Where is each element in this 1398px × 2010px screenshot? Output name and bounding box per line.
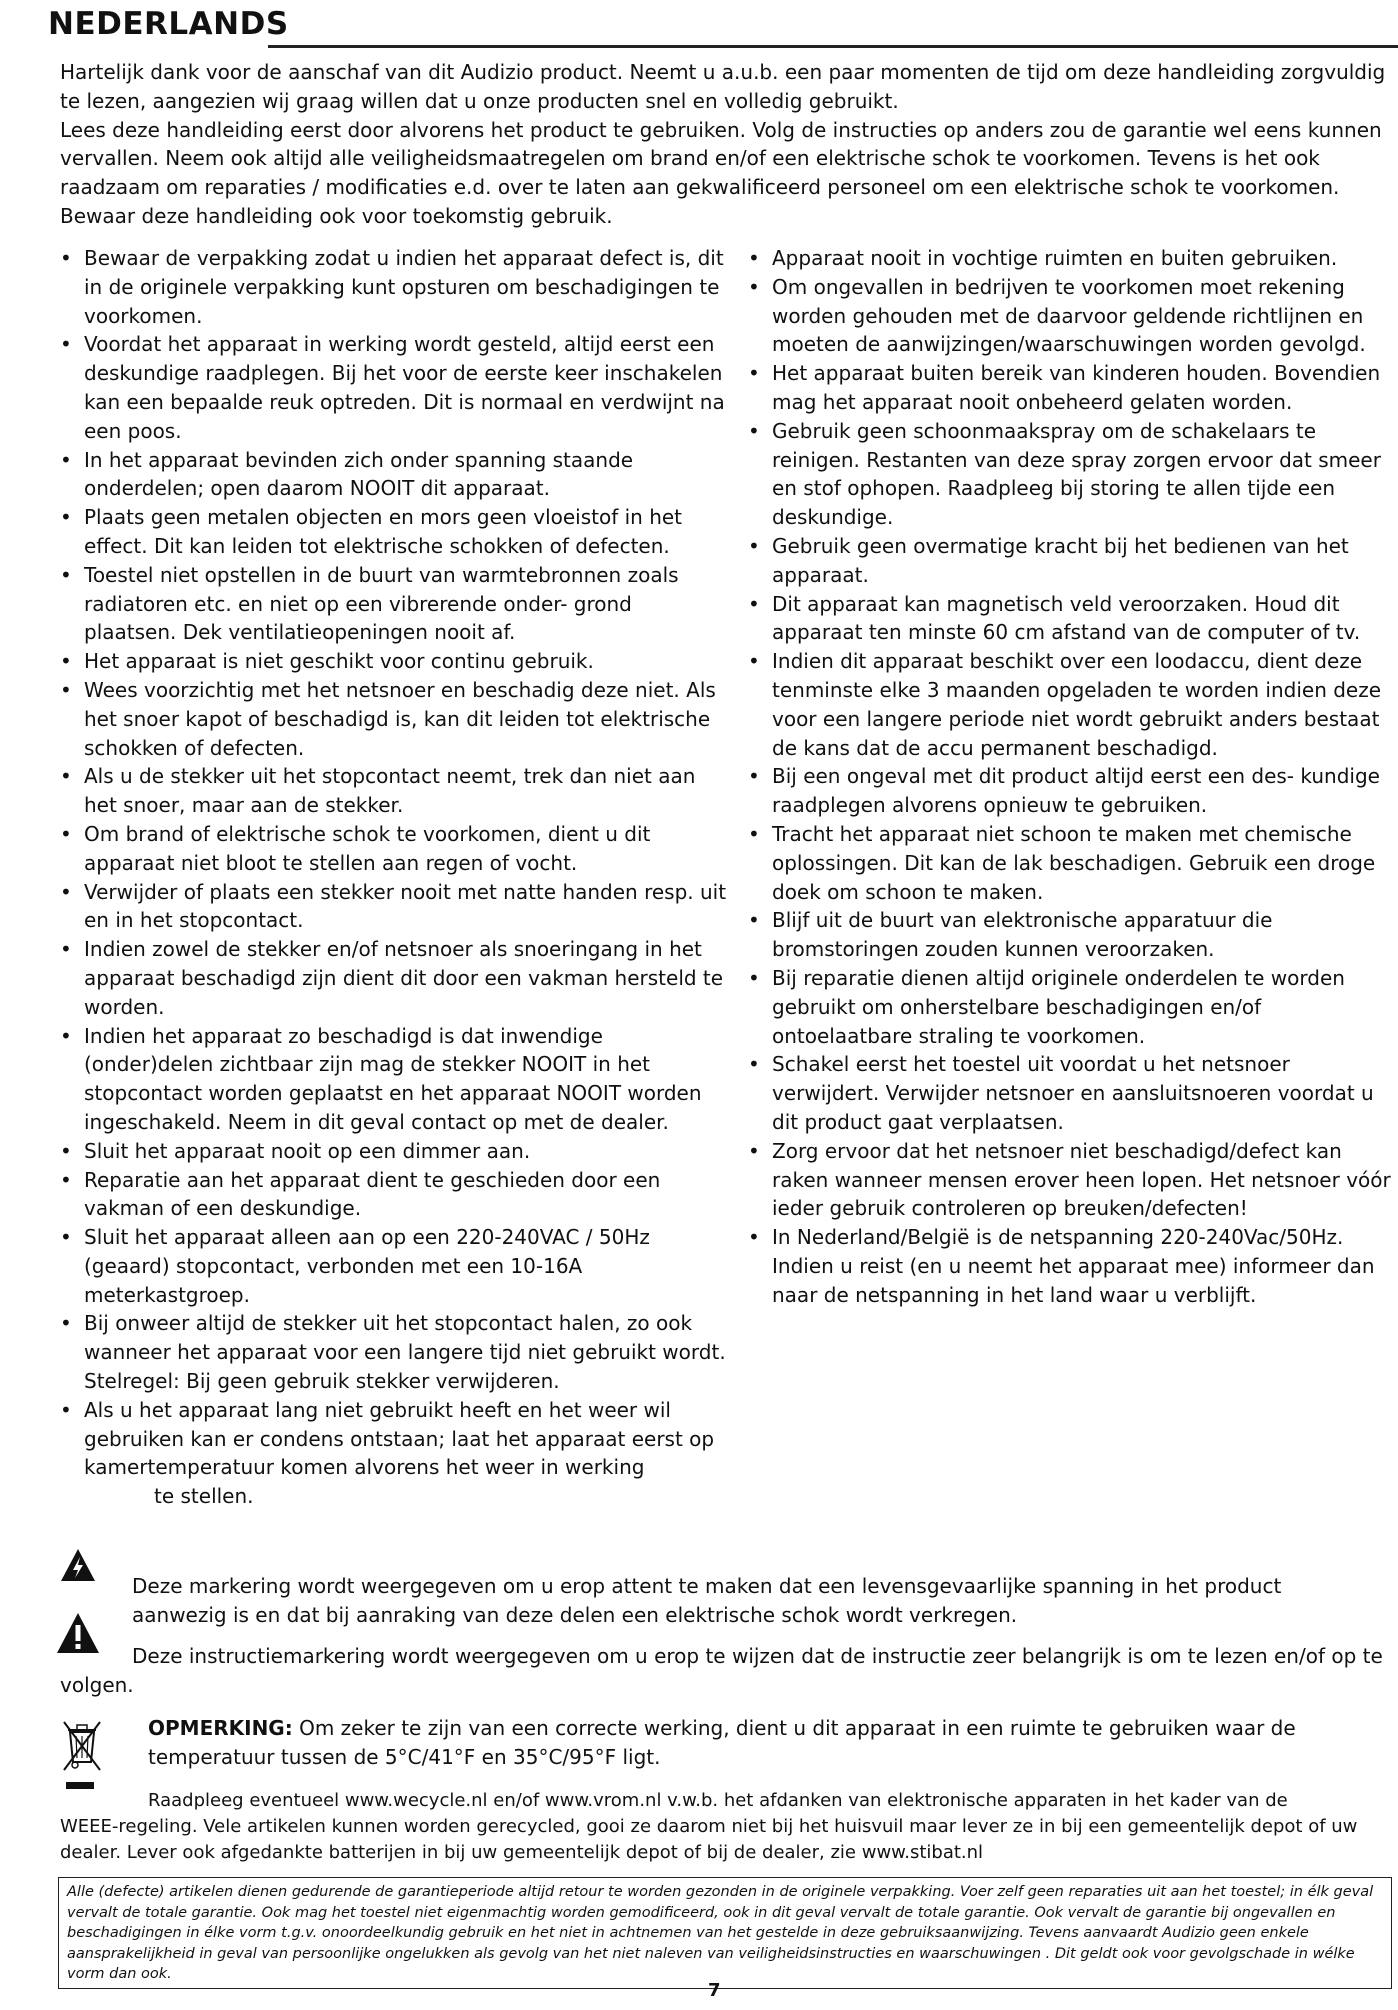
list-item: • Als u het apparaat lang niet gebruikt heeft en het weer wil gebruiken kan er condens ontstaan; laat het apparaat eerst op kamertemperatuur komen alvorens het weer in werking — [60, 1396, 730, 1482]
list-item: • Tracht het apparaat niet schoon te maken met chemische oplossingen. Dit kan de lak beschadigen. Gebruik een droge doek om schoon te maken. — [748, 820, 1393, 906]
list-item: • Bij een ongeval met dit product altijd eerst een des- kundige raadplegen alvorens opnieuw te gebruiken. — [748, 762, 1393, 820]
list-item: • Verwijder of plaats een stekker nooit met natte handen resp. uit en in het stopcontact. — [60, 878, 730, 936]
list-item: • Bij onweer altijd de stekker uit het stopcontact halen, zo ook wanneer het apparaat voor een langere tijd niet gebruikt wordt. Stelregel: Bij geen gebruik stekker verwijderen. — [60, 1309, 730, 1395]
list-item: • Sluit het apparaat alleen aan op een 220-240VAC / 50Hz (geaard) stopcontact, verbonden met een 10-16A meterkastgroep. — [60, 1223, 730, 1309]
list-item: • Zorg ervoor dat het netsnoer niet beschadigd/defect kan raken wanneer mensen erover heen lopen. Het netsnoer vóór ieder gebruik controleren op breuken/defecten! — [748, 1137, 1393, 1223]
list-item-continuation: te stellen. — [154, 1484, 254, 1509]
list-item: • Blijf uit de buurt van elektronische apparatuur die bromstoringen zouden kunnen veroorzaken. — [748, 906, 1393, 964]
list-item: • Het apparaat is niet geschikt voor continu gebruik. — [60, 647, 730, 676]
list-item: • Plaats geen metalen objecten en mors geen vloeistof in het effect. Dit kan leiden tot elektrische schokken of defecten. — [60, 503, 730, 561]
temperature-note — [148, 1714, 1378, 1772]
note-text: Om zeker te zijn van een correcte werking, dient u dit apparaat in een ruimte te gebruiken waar de temperatuur tussen de 5°C/41°F en 35°C/95°F ligt. — [148, 1716, 1296, 1769]
right-safety-list — [748, 244, 1393, 1309]
instruction-warning-text: Deze instructiemarkering wordt weergegeven om u erop te wijzen dat de instructie zeer belangrijk is om te lezen en/of op te volgen. — [60, 1644, 1383, 1697]
page-title: NEDERLANDS — [48, 6, 289, 42]
high-voltage-warning-icon — [60, 1548, 96, 1582]
list-item: • Het apparaat buiten bereik van kinderen houden. Bovendien mag het apparaat nooit onbeheerd gelaten worden. — [748, 359, 1393, 417]
list-item: • Toestel niet opstellen in de buurt van warmtebronnen zoals radiatoren etc. en niet op een vibrerende onder- grond plaatsen. Dek ventilatieopeningen nooit af. — [60, 561, 730, 647]
list-item: • Gebruik geen schoonmaakspray om de schakelaars te reinigen. Restanten van deze spray zorgen ervoor dat smeer en stof ophopen. Raadpleeg bij storing te allen tijde een deskundige. — [748, 417, 1393, 532]
list-item: • Indien dit apparaat beschikt over een loodaccu, dient deze tenminste elke 3 maanden opgeladen te worden indien deze voor een langere periode niet wordt gebruikt anders bestaat de kans dat de accu permanent beschadigd. — [748, 647, 1393, 762]
intro-paragraph-2: Lees deze handleiding eerst door alvorens het product te gebruiken. Volg de instructies op anders zou de garantie wel eens kunnen vervallen. Neem ook altijd alle veiligheidsmaatregelen om brand en/of een elektrische schok te voorkomen. Tevens is het ook raadzaam om reparaties / modificaties e.d. over te laten aan gekwalificeerd personeel om een elektrische schok te voorkomen. Bewaar deze handleiding ook voor toekomstig gebruik. — [60, 117, 1382, 228]
list-item: • In het apparaat bevinden zich onder spanning staande onderdelen; open daarom NOOIT dit apparaat. — [60, 446, 730, 504]
page-number: 7 — [708, 1980, 721, 2001]
high-voltage-warning-text: Deze markering wordt weergegeven om u erop attent te maken dat een levensgevaarlijke spanning in het product aanwezig is en dat bij aanraking van deze delen een elektrische schok wordt verkregen. — [132, 1574, 1282, 1627]
list-item: • Indien zowel de stekker en/of netsnoer als snoeringang in het apparaat beschadigd zijn dient dit door een vakman hersteld te worden. — [60, 935, 730, 1021]
list-item: • Indien het apparaat zo beschadigd is dat inwendige (onder)delen zichtbaar zijn mag de stekker NOOIT in het stopcontact worden geplaatst en het apparaat NOOIT worden ingeschakeld. Neem in dit geval contact op met de dealer. — [60, 1022, 730, 1137]
list-item: • In Nederland/België is de netspanning 220-240Vac/50Hz. Indien u reist (en u neemt het apparaat mee) informeer dan naar de netspanning in het land waar u verblijft. — [748, 1223, 1393, 1309]
list-item: • Bij reparatie dienen altijd originele onderdelen te worden gebruikt om onherstelbare beschadigingen en/of ontoelaatbare straling te voorkomen. — [748, 964, 1393, 1050]
list-item: • Bewaar de verpakking zodat u indien het apparaat defect is, dit in de originele verpakking kunt opsturen om beschadigingen te voorkomen. — [60, 244, 730, 330]
weee-disposal-info — [60, 1788, 1390, 1866]
note-label: OPMERKING: — [148, 1716, 293, 1740]
weee-line-1: Raadpleeg eventueel www.wecycle.nl en/of www.vrom.nl v.w.b. het afdanken van elektronische apparaten in het kader van de — [148, 1790, 1288, 1811]
list-item: • Dit apparaat kan magnetisch veld veroorzaken. Houd dit apparaat ten minste 60 cm afstand van de computer of tv. — [748, 590, 1393, 648]
intro-paragraph-1: Hartelijk dank voor de aanschaf van dit Audizio product. Neemt u a.u.b. een paar momenten de tijd om deze handleiding zorgvuldig te lezen, aangezien wij graag willen dat u onze producten snel en volledig gebruikt. — [60, 60, 1386, 113]
warranty-box: Alle (defecte) artikelen dienen gedurende de garantieperiode altijd retour te worden gezonden in de originele verpakking. Voer zelf geen reparaties uit aan het toestel; in élk geval vervalt de totale garantie. Ook mag het toestel niet eigenmachtig worden gemodificeerd, ook in dit geval vervalt de totale garantie. Ook vervalt de garantie bij ongevallen en beschadigingen in élke vorm t.g.v. onoordeelkundig gebruik en het niet in achtnemen van het gestelde in deze gebruiksaanwijzing. Tevens aanvaardt Audizio geen enkele aansprakelijkheid in geval van persoonlijke ongelukken als gevolg van het niet naleven van veiligheidsinstructies en waarschuwingen . Dit geldt ook voor gevolgschade in wélke vorm dan ook. — [58, 1877, 1392, 1989]
list-item: • Als u de stekker uit het stopcontact neemt, trek dan niet aan het snoer, maar aan de stekker. — [60, 762, 730, 820]
list-item: • Apparaat nooit in vochtige ruimten en buiten gebruiken. — [748, 244, 1393, 273]
list-item: • Om ongevallen in bedrijven te voorkomen moet rekening worden gehouden met de daarvoor geldende richtlijnen en moeten de aanwijzingen/waarschuwingen worden gevolgd. — [748, 273, 1393, 359]
list-item: • Sluit het apparaat nooit op een dimmer aan. — [60, 1137, 730, 1166]
list-item: • Om brand of elektrische schok te voorkomen, dient u dit apparaat niet bloot te stellen aan regen of vocht. — [60, 820, 730, 878]
weee-line-2: WEEE-regeling. Vele artikelen kunnen worden gerecycled, gooi ze daarom niet bij het huisvuil maar lever ze in bij een gemeentelijk depot of uw dealer. Lever ook afgedankte batterijen in bij uw gemeentelijk depot of bij de dealer, zie www.stibat.nl — [60, 1816, 1358, 1863]
list-item: • Gebruik geen overmatige kracht bij het bedienen van het apparaat. — [748, 532, 1393, 590]
list-item: • Schakel eerst het toestel uit voordat u het netsnoer verwijdert. Verwijder netsnoer en aansluitsnoeren voordat u dit product gaat verplaatsen. — [748, 1050, 1393, 1136]
list-item: • Reparatie aan het apparaat dient te geschieden door een vakman of een deskundige. — [60, 1166, 730, 1224]
weee-bin-icon — [62, 1718, 102, 1774]
left-safety-list — [60, 244, 730, 1511]
title-rule — [268, 45, 1398, 48]
list-item: • Wees voorzichtig met het netsnoer en beschadig deze niet. Als het snoer kapot of beschadigd is, kan dit leiden tot elektrische schokken of defecten. — [60, 676, 730, 762]
list-item: • Voordat het apparaat in werking wordt gesteld, altijd eerst een deskundige raadplegen. Bij het voor de eerste keer inschakelen kan een bepaalde reuk optreden. Dit is normaal en verdwijnt na een poos. — [60, 330, 730, 445]
intro — [60, 58, 1390, 231]
